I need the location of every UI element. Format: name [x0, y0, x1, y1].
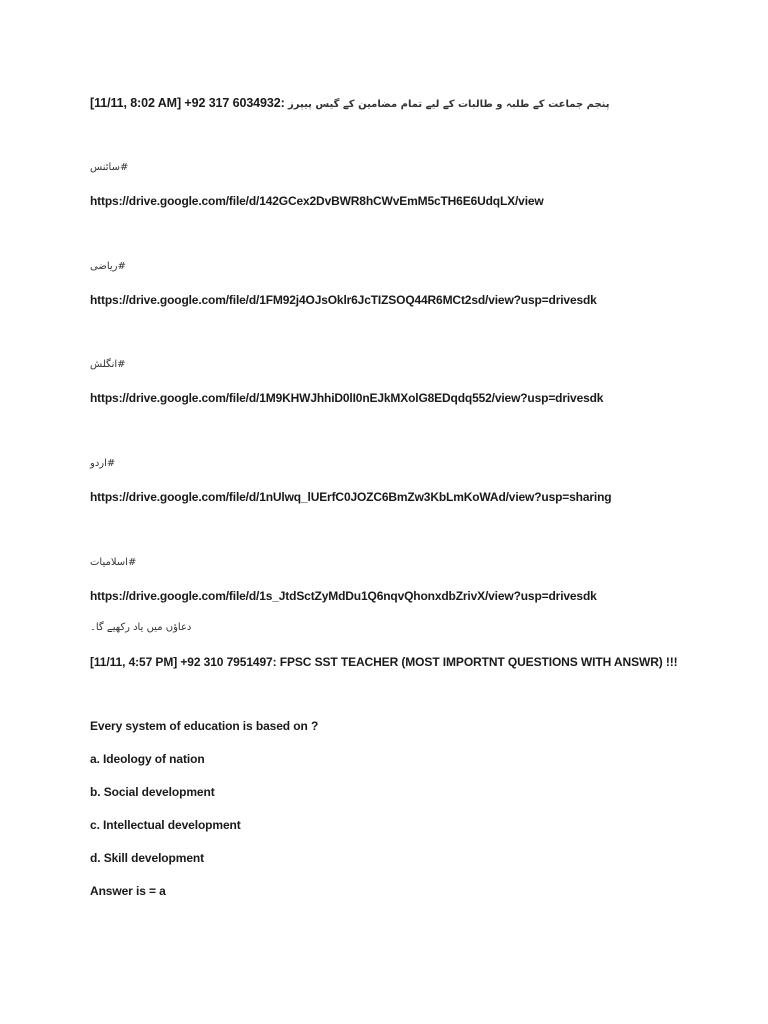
drive-link-math[interactable]: https://drive.google.com/file/d/1FM92j4OJsOklr6JcTIZSOQ44R6MCt2sd/view?usp=drivesdk	[90, 293, 597, 307]
option-b: b. Social development	[90, 785, 215, 799]
subject-tag-math: #ریاضی	[90, 261, 126, 272]
option-d: d. Skill development	[90, 851, 205, 865]
subject-tag-islamiat: #اسلامیات	[90, 557, 137, 568]
option-c: c. Intellectual development	[90, 818, 241, 832]
option-a: a. Ideology of nation	[90, 752, 205, 766]
message-header-2: [11/11, 4:57 PM] +92 310 7951497: FPSC SST TEACHER (MOST IMPORTNT QUESTIONS WITH ANSWR) !!!	[90, 655, 678, 669]
message-timestamp-sender: [11/11, 8:02 AM] +92 317 6034932:	[90, 96, 285, 110]
question-text: Every system of education is based on ?	[90, 719, 319, 733]
answer-text: Answer is = a	[90, 884, 166, 898]
message-header-1	[90, 95, 610, 113]
prayer-note: دعاؤں میں یاد رکھیے گا۔	[90, 622, 192, 633]
subject-tag-english: #انگلش	[90, 359, 126, 370]
drive-link-islamiat[interactable]: https://drive.google.com/file/d/1s_JtdSctZyMdDu1Q6nqvQhonxdbZrivX/view?usp=drivesdk	[90, 589, 597, 603]
subject-tag-urdu: #اردو	[90, 458, 116, 469]
message-urdu-title: پنجم جماعت کے طلبہ و طالبات کے لیے تمام مضامین کے گیس پیپرز	[288, 99, 610, 110]
drive-link-science[interactable]: https://drive.google.com/file/d/142GCex2DvBWR8hCWvEmM5cTH6E6UdqLX/view	[90, 194, 544, 208]
subject-tag-science: #سائنس	[90, 162, 129, 173]
drive-link-urdu[interactable]: https://drive.google.com/file/d/1nUlwq_lUErfC0JOZC6BmZw3KbLmKoWAd/view?usp=sharing	[90, 490, 612, 504]
drive-link-english[interactable]: https://drive.google.com/file/d/1M9KHWJhhiD0lI0nEJkMXolG8EDqdq552/view?usp=drivesdk	[90, 391, 604, 405]
